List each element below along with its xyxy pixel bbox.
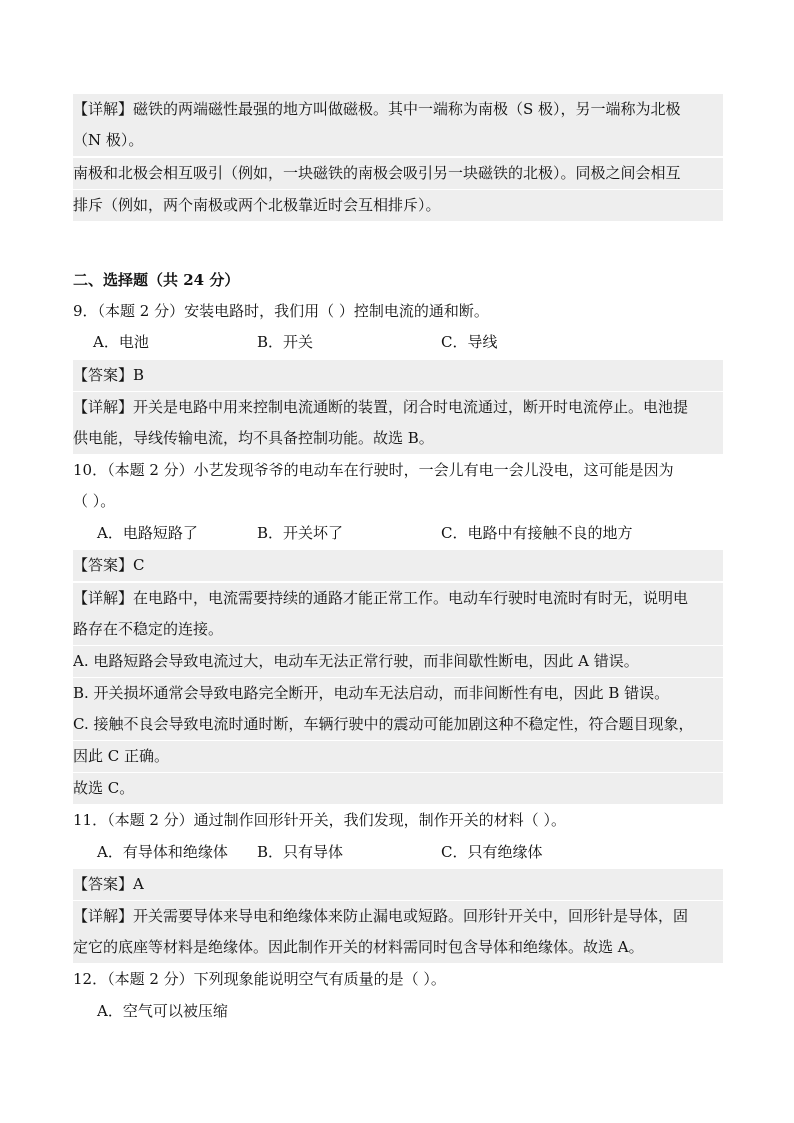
question-options xyxy=(73,518,723,549)
detail-line: B. 开关损坏通常会导致电路完全断开，电动车无法启动，而非间断性有电，因此 B 错误。 xyxy=(73,678,723,709)
detail-line: 因此 C 正确。 xyxy=(73,741,723,772)
explanation-line: 【详解】磁铁的两端磁性最强的地方叫做磁极。其中一端称为南极（S 极），另一端称为北极 xyxy=(73,94,723,125)
option-a: A．有导体和绝缘体 xyxy=(97,843,228,861)
option-a: A．电池 xyxy=(93,333,149,351)
answer-line: 【答案】A xyxy=(73,869,723,900)
detail-line: 【详解】开关需要导体来导电和绝缘体来防止漏电或短路。回形针开关中，回形针是导体，固 xyxy=(73,901,723,932)
option-c: C．导线 xyxy=(441,333,498,351)
detail-line: A. 电路短路会导致电流过大，电动车无法正常行驶，而非间歇性断电，因此 A 错误。 xyxy=(73,646,723,677)
option-a: A．空气可以被压缩 xyxy=(97,1002,228,1020)
question-stem: 12．（本题 2 分）下列现象能说明空气有质量的是（ ）。 xyxy=(73,970,446,988)
detail-line: C. 接触不良会导致电流时通时断，车辆行驶中的震动可能加剧这种不稳定性，符合题目现象， xyxy=(73,709,723,740)
detail-line: 【详解】在电路中，电流需要持续的通路才能正常工作。电动车行驶时电流时有时无，说明电 xyxy=(73,583,723,614)
question-options xyxy=(73,327,723,358)
answer-line: 【答案】C xyxy=(73,550,723,581)
detail-line: 供电能，导线传输电流，均不具备控制功能。故选 B。 xyxy=(73,423,723,454)
explanation-line: 南极和北极会相互吸引（例如，一块磁铁的南极会吸引另一块磁铁的北极）。同极之间会相互 xyxy=(73,158,723,189)
explanation-line: （N 极）。 xyxy=(73,125,723,156)
explanation-line: 排斥（例如，两个南极或两个北极靠近时会互相排斥）。 xyxy=(73,190,723,221)
option-c: C．电路中有接触不良的地方 xyxy=(441,524,633,542)
option-c: C．只有绝缘体 xyxy=(441,843,543,861)
answer-line: 【答案】B xyxy=(73,360,723,391)
option-a: A．电路短路了 xyxy=(97,524,198,542)
question-stem: 11．（本题 2 分）通过制作回形针开关，我们发现，制作开关的材料（ ）。 xyxy=(73,811,566,829)
question-options xyxy=(73,996,723,1027)
option-b: B．开关 xyxy=(257,333,314,351)
option-b: B．只有导体 xyxy=(257,843,344,861)
question-stem: 10．（本题 2 分）小艺发现爷爷的电动车在行驶时，一会儿有电一会儿没电，这可能是因为 xyxy=(73,461,674,479)
question-stem: 9．（本题 2 分）安装电路时，我们用（ ）控制电流的通和断。 xyxy=(73,302,489,320)
detail-line: 【详解】开关是电路中用来控制电流通断的装置，闭合时电流通过，断开时电流停止。电池提 xyxy=(73,392,723,423)
detail-line: 故选 C。 xyxy=(73,773,723,804)
detail-line: 路存在不稳定的连接。 xyxy=(73,614,723,645)
question-stem: （ ）。 xyxy=(73,492,116,510)
option-b: B．开关坏了 xyxy=(257,524,344,542)
question-options xyxy=(73,837,723,868)
detail-line: 定它的底座等材料是绝缘体。因此制作开关的材料需同时包含导体和绝缘体。故选 A。 xyxy=(73,932,723,963)
section-title: 二、选择题（共 24 分） xyxy=(73,271,240,289)
